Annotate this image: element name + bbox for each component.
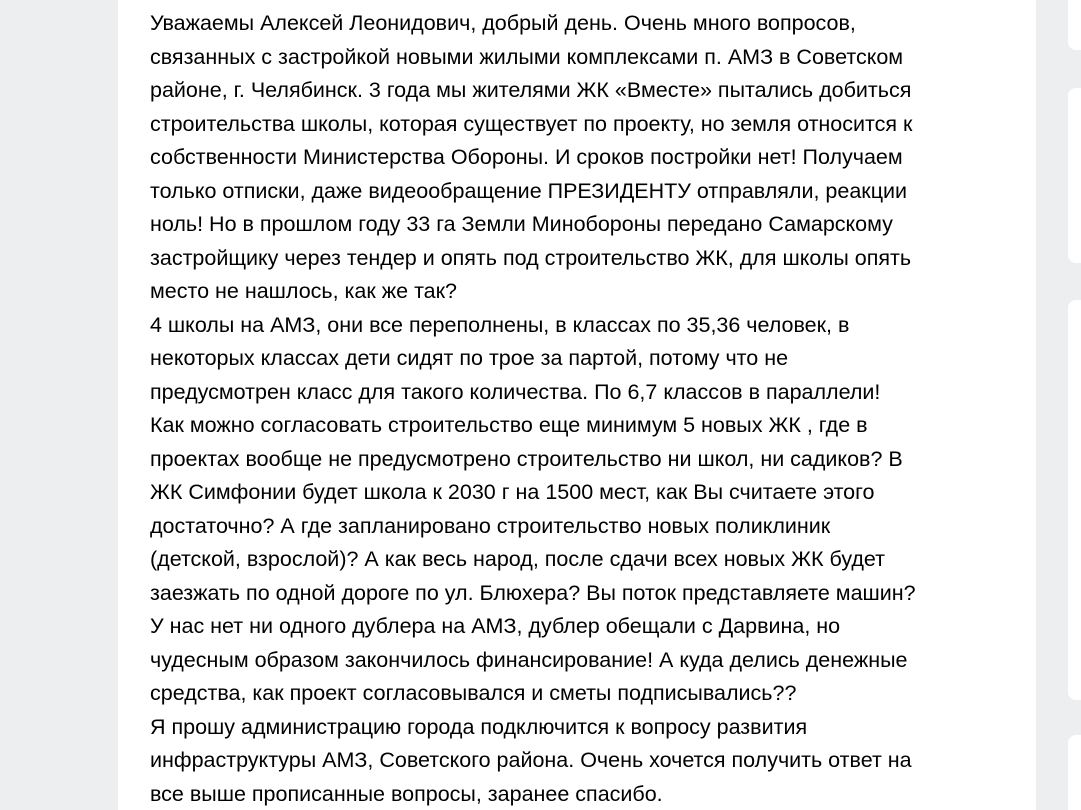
post-text-line: У нас нет ни одного дублера на АМЗ, дублер обещали с Дарвина, но	[150, 614, 841, 638]
post-text-line: чудесным образом закончилось финансирование! А куда делись денежные	[150, 647, 908, 672]
side-panel-card	[1068, 0, 1081, 50]
post-text-line: строительства школы, которая существует по проекту, но земля относится к	[150, 111, 913, 136]
post-text-line: застройщику через тендер и опять под строительство ЖК, для школы опять	[150, 245, 912, 270]
post-text-line: 4 школы на АМЗ, они все переполнены, в классах по 35,36 человек, в	[150, 312, 850, 337]
post-text-line: место не нашлось, как же так?	[150, 279, 458, 303]
post-text-line: некоторых классах дети сидят по трое за партой, потому что не	[150, 346, 789, 370]
post-text-line: только отписки, даже видеообращение ПРЕЗИДЕНТУ отправляли, реакции	[150, 178, 908, 203]
post-text-line: (детской, взрослой)? А как весь народ, после сдачи всех новых ЖК будет	[150, 547, 885, 571]
post-text-line: Я прошу администрацию города подключится к вопросу развития	[150, 714, 808, 739]
post-text-line: все выше прописанные вопросы, заранее спасибо.	[150, 781, 663, 806]
side-panel-card	[1068, 88, 1081, 263]
post-text	[150, 7, 1020, 810]
post-text-line: предусмотрен класс для такого количества. По 6,7 классов в параллели!	[150, 379, 881, 404]
post-text-line: собственности Министерства Обороны. И сроков постройки нет! Получаем	[150, 145, 903, 169]
post-text-line: инфраструктуры АМЗ, Советского района. Очень хочется получить ответ на	[150, 748, 912, 772]
post-text-line: связанных с застройкой новыми жилыми комплексами п. АМЗ в Советском	[150, 44, 904, 69]
side-panel-card	[1068, 735, 1081, 810]
post-text-line: Уважаемы Алексей Леонидович, добрый день. Очень много вопросов,	[150, 11, 856, 35]
post-card	[118, 0, 1036, 810]
post-text-line: Как можно согласовать строительство еще минимум 5 новых ЖК , где в	[150, 413, 868, 437]
post-text-line: ноль! Но в прошлом году 33 га Земли Минобороны передано Самарскому	[150, 212, 893, 236]
post-text-line: достаточно? А где запланировано строительство новых поликлиник	[150, 513, 831, 538]
side-panel-card	[1068, 300, 1081, 700]
post-text-line: районе, г. Челябинск. 3 года мы жителями ЖК «Вместе» пытались добиться	[150, 78, 912, 102]
post-text-line: ЖК Симфонии будет школа к 2030 г на 1500 мест, как Вы считаете этого	[150, 480, 875, 504]
post-text-line: средства, как проект согласовывался и сметы подписывались??	[150, 681, 797, 705]
post-text-line: заезжать по одной дороге по ул. Блюхера? Вы поток представляете машин?	[150, 580, 916, 605]
post-text-line: проектах вообще не предусмотрено строительство ни школ, ни садиков? В	[150, 446, 903, 471]
